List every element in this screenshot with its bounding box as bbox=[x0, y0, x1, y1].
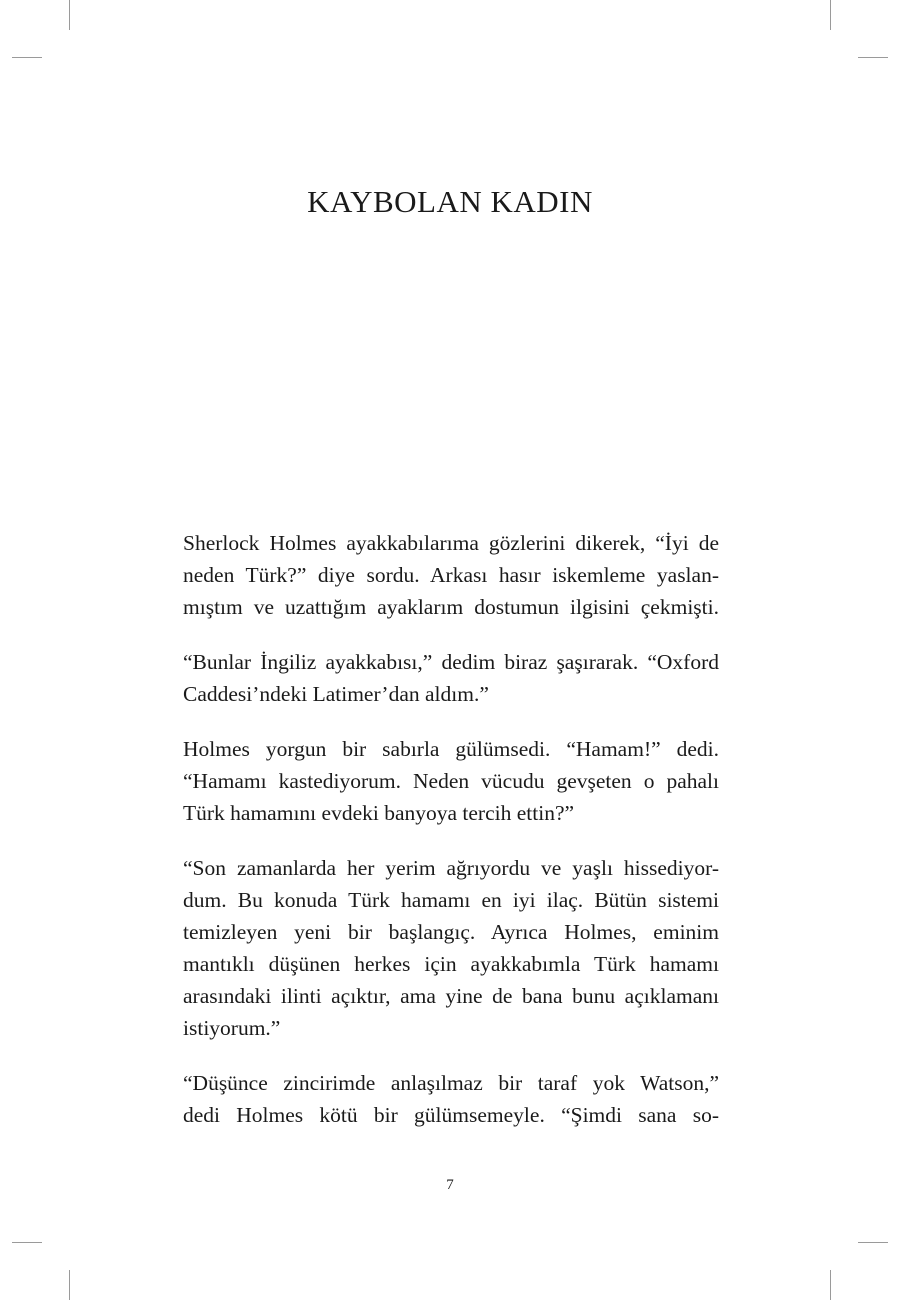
page-number: 7 bbox=[446, 1177, 454, 1193]
text-line: neden Türk?” diye sordu. Arkası hasır iskemleme yaslan- bbox=[183, 563, 719, 587]
crop-mark-right-top bbox=[858, 57, 888, 58]
text-line: “Bunlar İngiliz ayakkabısı,” dedim biraz şaşırarak. “Oxford bbox=[183, 650, 719, 674]
crop-mark-left-bottom bbox=[12, 1242, 42, 1243]
text-line: mantıklı düşünen herkes için ayakkabımla Türk hamamı bbox=[183, 952, 719, 976]
text-line: “Son zamanlarda her yerim ağrıyordu ve yaşlı hissediyor- bbox=[183, 856, 719, 880]
text-line: Caddesi’ndeki Latimer’dan aldım.” bbox=[183, 682, 489, 706]
text-line: Sherlock Holmes ayakkabılarıma gözlerini dikerek, “İyi de bbox=[183, 531, 719, 555]
text-line: mıştım ve uzattığım ayaklarım dostumun ilgisini çekmişti. bbox=[183, 595, 719, 619]
text-line: arasındaki ilinti açıktır, ama yine de bana bunu açıklamanı bbox=[183, 984, 719, 1008]
body-text bbox=[183, 527, 719, 1131]
crop-mark-right-bottom bbox=[858, 1242, 888, 1243]
crop-mark-bottom-left bbox=[69, 1270, 70, 1300]
crop-mark-bottom-right bbox=[830, 1270, 831, 1300]
text-line: istiyorum.” bbox=[183, 1016, 281, 1040]
crop-mark-left-top bbox=[12, 57, 42, 58]
text-line: “Düşünce zincirimde anlaşılmaz bir taraf yok Watson,” bbox=[183, 1071, 719, 1095]
text-line: Türk hamamını evdeki banyoya tercih ettin?” bbox=[183, 801, 575, 825]
text-line: dedi Holmes kötü bir gülümsemeyle. “Şimdi sana so- bbox=[183, 1103, 719, 1127]
chapter-title: KAYBOLAN KADIN bbox=[307, 184, 593, 219]
text-line: temizleyen yeni bir başlangıç. Ayrıca Holmes, eminim bbox=[183, 920, 719, 944]
text-line: dum. Bu konuda Türk hamamı en iyi ilaç. Bütün sistemi bbox=[183, 888, 719, 912]
text-line: “Hamamı kastediyorum. Neden vücudu gevşeten o pahalı bbox=[183, 769, 719, 793]
text-line: Holmes yorgun bir sabırla gülümsedi. “Hamam!” dedi. bbox=[183, 737, 719, 761]
crop-mark-top-right bbox=[830, 0, 831, 30]
crop-mark-top-left bbox=[69, 0, 70, 30]
